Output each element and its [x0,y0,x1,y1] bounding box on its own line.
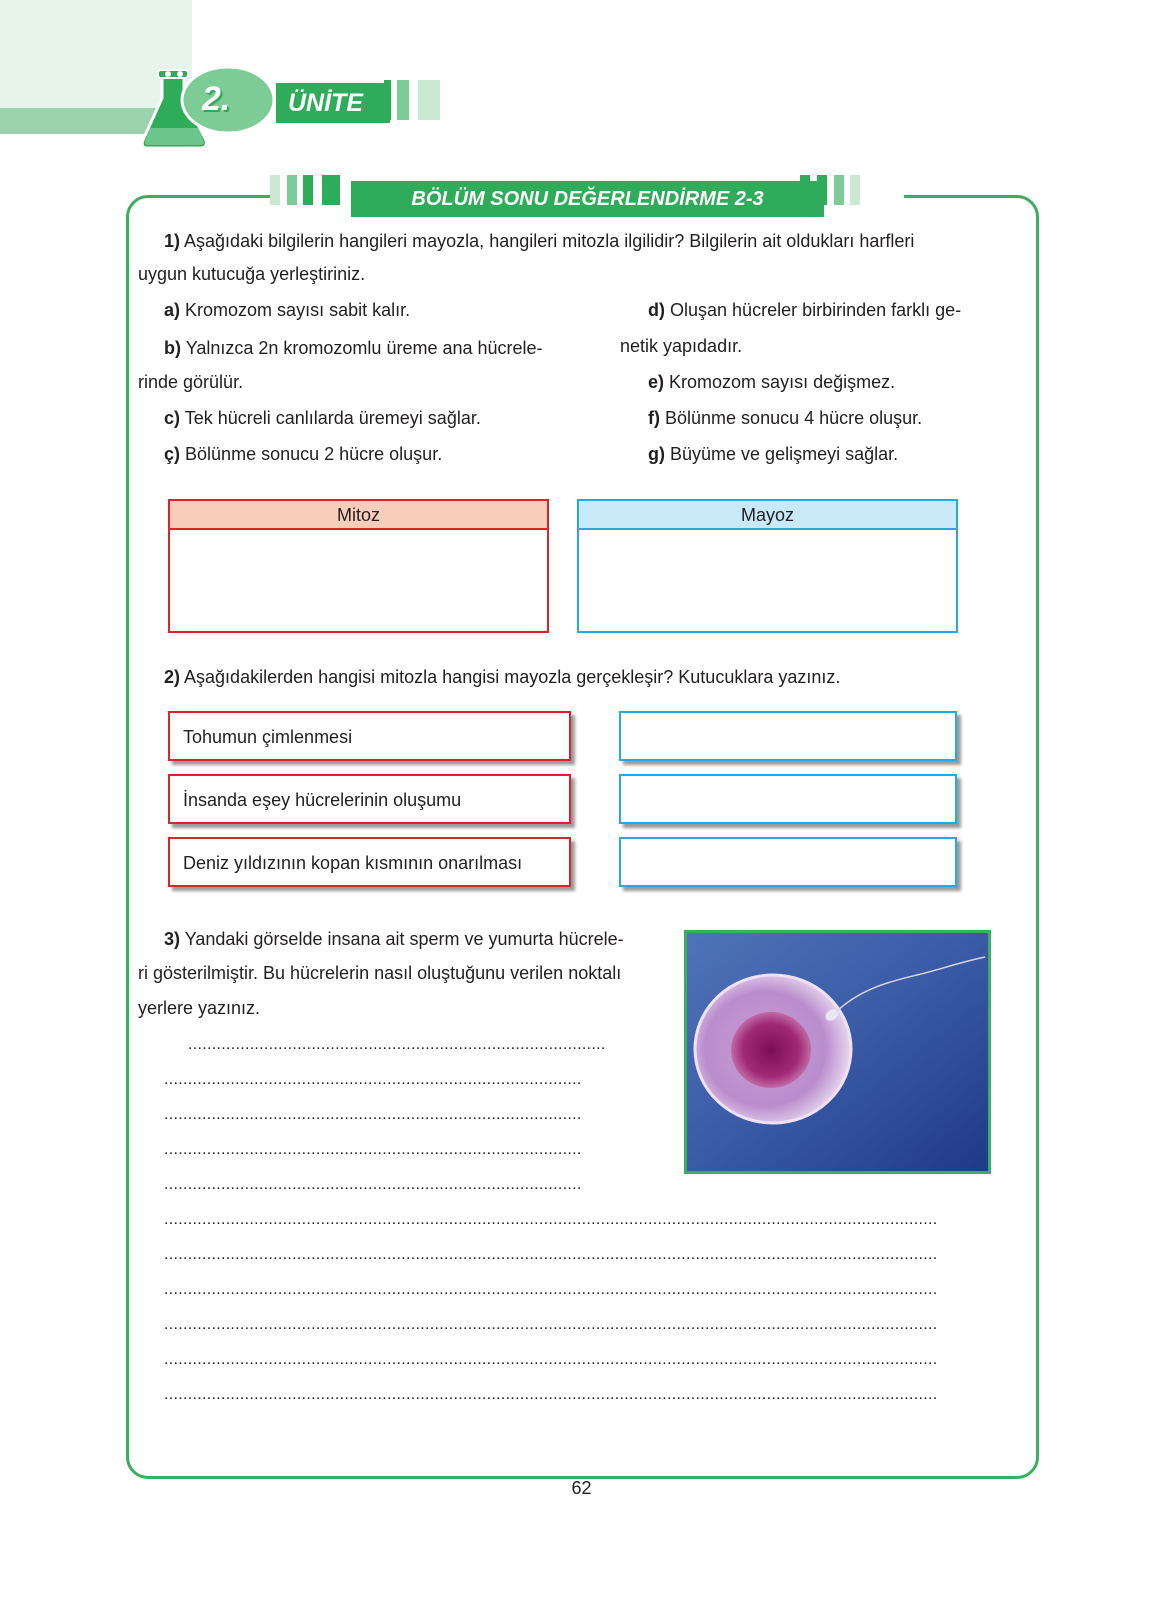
q2-item: Deniz yıldızının kopan kısmının onarılması [168,837,571,887]
item-text: Yalnızca 2n kromozomlu üreme ana hücrele- [185,338,543,358]
title-bar [850,175,860,205]
page-number: 62 [571,1478,592,1498]
q2-answer-box[interactable] [619,711,957,761]
item-letter: e) [648,372,665,392]
item-text: Oluşan hücreler birbirinden farklı ge- [670,300,962,320]
q1-item-b-cont: rinde görülür. [138,372,244,392]
q1-number: 1) [164,231,181,251]
q1-item-c-cedilla [164,443,442,465]
item-letter: b) [164,338,181,358]
q2-number: 2) [164,667,181,687]
answer-line[interactable]: ................................................................................................................................................................... [164,1246,938,1263]
item-letter: g) [648,444,665,464]
title-bar [834,175,844,205]
item-letter: d) [648,300,665,320]
mayoz-header: Mayoz [579,501,956,530]
q2-line [164,666,840,688]
answer-line[interactable]: ................................................................................................................................................................... [164,1386,938,1403]
item-text: Büyüme ve gelişmeyi sağlar. [670,444,899,464]
q1-item-b [164,337,543,359]
q1-item-g [648,443,898,465]
item-letter: f) [648,408,660,428]
q1-item-c [164,407,481,429]
q1-line2: uygun kutucuğa yerleştiriniz. [138,264,366,284]
q3-line3: yerlere yazınız. [138,998,261,1018]
q2-item: İnsanda eşey hücrelerinin oluşumu [168,774,571,824]
q3-line2: ri gösterilmiştir. Bu hücrelerin nasıl oluştuğunu verilen noktalı [138,963,622,983]
item-letter: c) [164,408,181,428]
answer-line[interactable]: ........................................................................................ [188,1036,606,1053]
title-bar [800,175,810,205]
unit-bar [384,80,391,120]
item-text: Kromozom sayısı değişmez. [669,372,896,392]
egg-sperm-illustration [687,933,988,1171]
section-title: BÖLÜM SONU DEĞERLENDİRME 2-3 [351,181,824,217]
answer-line[interactable]: ................................................................................................................................................................... [164,1281,938,1298]
unit-badge [140,58,275,158]
q1-line1 [164,230,914,252]
q2-item: Tohumun çimlenmesi [168,711,571,761]
item-text: Bölünme sonucu 4 hücre oluşur. [665,408,923,428]
q2-answer-box[interactable] [619,837,957,887]
title-bar [817,175,827,205]
answer-line[interactable]: ................................................................................................................................................................... [164,1351,938,1368]
mitoz-header: Mitoz [170,501,547,530]
answer-line[interactable]: ........................................................................................ [164,1071,582,1088]
item-letter: a) [164,300,181,320]
answer-line[interactable]: ........................................................................................ [164,1176,582,1193]
title-bar [303,175,313,205]
q1-item-e [648,371,895,393]
q3-number: 3) [164,929,181,949]
answer-line[interactable]: ................................................................................................................................................................... [164,1316,938,1333]
mitoz-table[interactable] [168,499,549,633]
egg-sperm-image [684,930,991,1174]
q1-item-a [164,299,410,321]
q1-item-d [648,299,961,321]
q3-line1 [164,928,624,950]
q1-item-f [648,407,922,429]
item-text: Tek hücreli canlılarda üremeyi sağlar. [184,408,481,428]
item-text: Kromozom sayısı sabit kalır. [185,300,411,320]
unit-bar [397,80,409,120]
item-letter: ç) [164,444,181,464]
title-bar [287,175,297,205]
answer-line[interactable]: ................................................................................................................................................................... [164,1211,938,1228]
q1-text: Aşağıdaki bilgilerin hangileri mayozla, hangileri mitozla ilgilidir? Bilgilerin ait oldukları harfleri [184,231,915,251]
q2-text: Aşağıdakilerden hangisi mitozla hangisi mayozla gerçekleşir? Kutucuklara yazınız. [184,667,841,687]
q1-item-d-cont: netik yapıdadır. [620,336,743,356]
unit-label: ÜNİTE [276,83,390,123]
answer-line[interactable]: ........................................................................................ [164,1106,582,1123]
item-text: Bölünme sonucu 2 hücre oluşur. [185,444,443,464]
q3-text: Yandaki görselde insana ait sperm ve yumurta hücrele- [184,929,624,949]
unit-bar [418,80,440,120]
q2-answer-box[interactable] [619,774,957,824]
title-bar [322,175,340,205]
unit-number: 2. [202,80,231,118]
title-bar [270,175,280,205]
mayoz-table[interactable] [577,499,958,633]
answer-line[interactable]: ........................................................................................ [164,1141,582,1158]
